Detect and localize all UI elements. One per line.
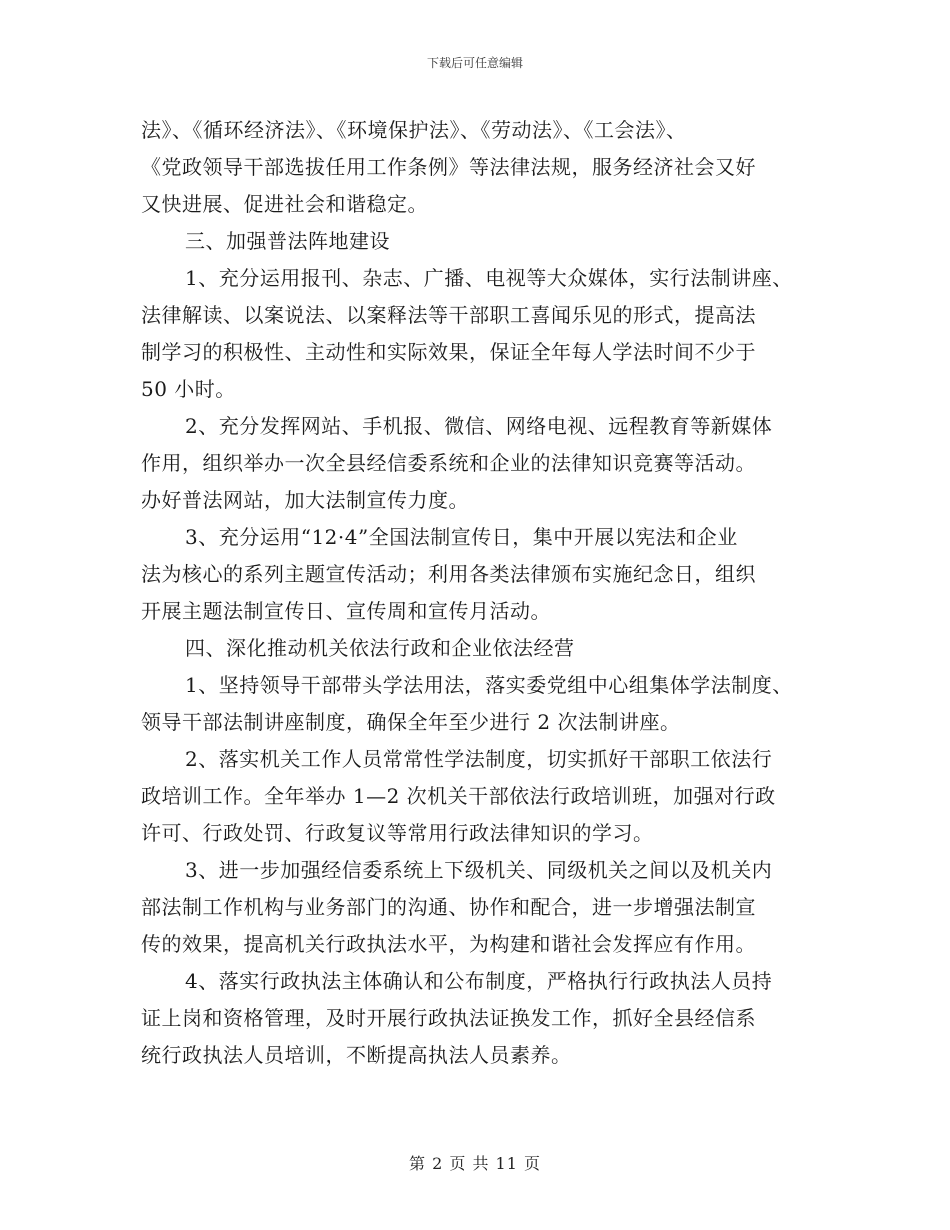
text-line: 证上岗和资格管理，及时开展行政执法证换发工作，抓好全县经信系 (141, 1006, 756, 1030)
text-line: 50 小时。 (141, 377, 236, 401)
text-line: 1、充分运用报刊、杂志、广播、电视等大众媒体，实行法制讲座、 (185, 266, 793, 290)
text-line: 法》、《循环经济法》、《环境保护法》、《劳动法》、《工会法》、 (141, 118, 687, 142)
text-line: 领导干部法制讲座制度，确保全年至少进行 2 次法制讲座。 (141, 710, 681, 734)
text-line: 政培训工作。全年举办 1—2 次机关干部依法行政培训班，加强对行政 (141, 784, 776, 808)
text-line: 1、坚持领导干部带头学法用法，落实委党组中心组集体学法制度、 (185, 673, 793, 697)
text-line: 开展主题法制宣传日、宣传周和宣传月活动。 (141, 599, 551, 623)
text-line: 作用，组织举办一次全县经信委系统和企业的法律知识竞赛等活动。 (141, 451, 756, 475)
text-line: 统行政执法人员培训，不断提高执法人员素养。 (141, 1043, 572, 1067)
text-line: 许可、行政处罚、行政复议等常用行政法律知识的学习。 (141, 821, 654, 845)
text-line: 3、充分运用“12·4”全国法制宣传日，集中开展以宪法和企业 (185, 525, 738, 549)
document-body (141, 112, 831, 1074)
text-line: 2、落实机关工作人员常常性学法制度，切实抓好干部职工依法行 (185, 747, 773, 771)
text-line: 传的效果，提高机关行政执法水平，为构建和谐社会发挥应有作用。 (141, 932, 756, 956)
text-line: 3、进一步加强经信委系统上下级机关、同级机关之间以及机关内 (185, 858, 773, 882)
text-line: 部法制工作机构与业务部门的沟通、协作和配合，进一步增强法制宣 (141, 895, 756, 919)
text-line: 办好普法网站，加大法制宣传力度。 (141, 488, 469, 512)
text-line: 法为核心的系列主题宣传活动；利用各类法律颁布实施纪念日，组织 (141, 562, 756, 586)
text-line: 2、充分发挥网站、手机报、微信、网络电视、远程教育等新媒体 (185, 414, 773, 438)
section-heading: 三、加强普法阵地建设 (185, 229, 390, 253)
page-number: 第 2 页 共 11 页 (409, 1154, 541, 1173)
text-line: 《党政领导干部选拔任用工作条例》等法律法规，服务经济社会又好 (141, 155, 756, 179)
text-line: 又快进展、促进社会和谐稳定。 (141, 192, 428, 216)
text-line: 法律解读、以案说法、以案释法等干部职工喜闻乐见的形式，提高法 (141, 303, 756, 327)
text-line: 4、落实行政执法主体确认和公布制度，严格执行行政执法人员持 (185, 969, 773, 993)
text-line: 制学习的积极性、主动性和实际效果，保证全年每人学法时间不少于 (141, 340, 756, 364)
section-heading: 四、深化推动机关依法行政和企业依法经营 (185, 636, 575, 660)
page-header: 下载后可任意编辑 (426, 56, 523, 70)
